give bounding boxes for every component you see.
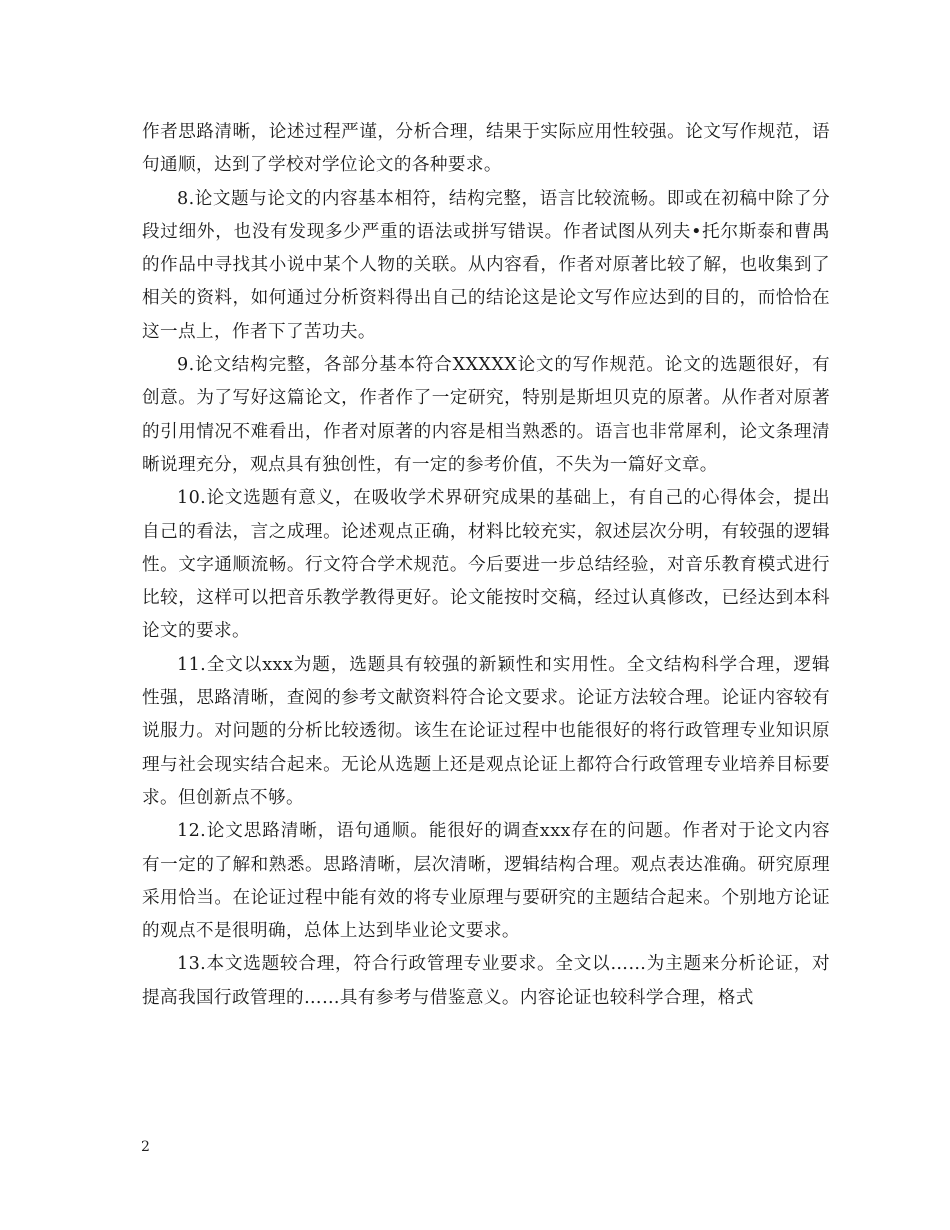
page-number: 2 [141,1139,150,1155]
paragraph-item-8: 8.论文题与论文的内容基本相符，结构完整，语言比较流畅。即或在初稿中除了分段过细外，也没有发现多少严重的语法或拼写错误。作者试图从列夫•托尔斯泰和曹禺的作品中寻找其小说中某个人物的关联。从内容看，作者对原著比较了解，也收集到了相关的资料，如何通过分析资料得出自己的结论这是论文写作应达到的目的，而恰恰在这一点上，作者下了苦功夫。 [142,188,830,342]
document-body [142,116,830,1015]
paragraph-continuation: 作者思路清晰，论述过程严谨，分析合理，结果于实际应用性较强。论文写作规范，语句通顺，达到了学校对学位论文的各种要求。 [142,122,830,176]
paragraph-item-10: 10.论文选题有意义，在吸收学术界研究成果的基础上，有自己的心得体会，提出自己的看法，言之成理。论述观点正确，材料比较充实，叙述层次分明，有较强的逻辑性。文字通顺流畅。行文符合学术规范。今后要进一步总结经验，对音乐教育模式进行比较，这样可以把音乐教学教得更好。论文能按时交稿，经过认真修改，已经达到本科论文的要求。 [142,488,830,642]
paragraph-item-13: 13.本文选题较合理，符合行政管理专业要求。全文以……为主题来分析论证，对提高我国行政管理的……具有参考与借鉴意义。内容论证也较科学合理，格式 [142,954,830,1008]
paragraph-item-11: 11.全文以xxx为题，选题具有较强的新颖性和实用性。全文结构科学合理，逻辑性强，思路清晰，查阅的参考文献资料符合论文要求。论证方法较合理。论证内容较有说服力。对问题的分析比较透彻。该生在论证过程中也能很好的将行政管理专业知识原理与社会现实结合起来。无论从选题上还是观点论证上都符合行政管理专业培养目标要求。但创新点不够。 [142,654,830,808]
paragraph-item-9: 9.论文结构完整，各部分基本符合XXXXX论文的写作规范。论文的选题很好，有创意。为了写好这篇论文，作者作了一定研究，特别是斯坦贝克的原著。从作者对原著的引用情况不难看出，作者对原著的内容是相当熟悉的。语言也非常犀利，论文条理清晰说理充分，观点具有独创性，有一定的参考价值，不失为一篇好文章。 [142,355,830,475]
paragraph-item-12: 12.论文思路清晰，语句通顺。能很好的调查xxx存在的问题。作者对于论文内容有一定的了解和熟悉。思路清晰，层次清晰，逻辑结构合理。观点表达准确。研究原理采用恰当。在论证过程中能有效的将专业原理与要研究的主题结合起来。个别地方论证的观点不是很明确，总体上达到毕业论文要求。 [142,821,830,942]
